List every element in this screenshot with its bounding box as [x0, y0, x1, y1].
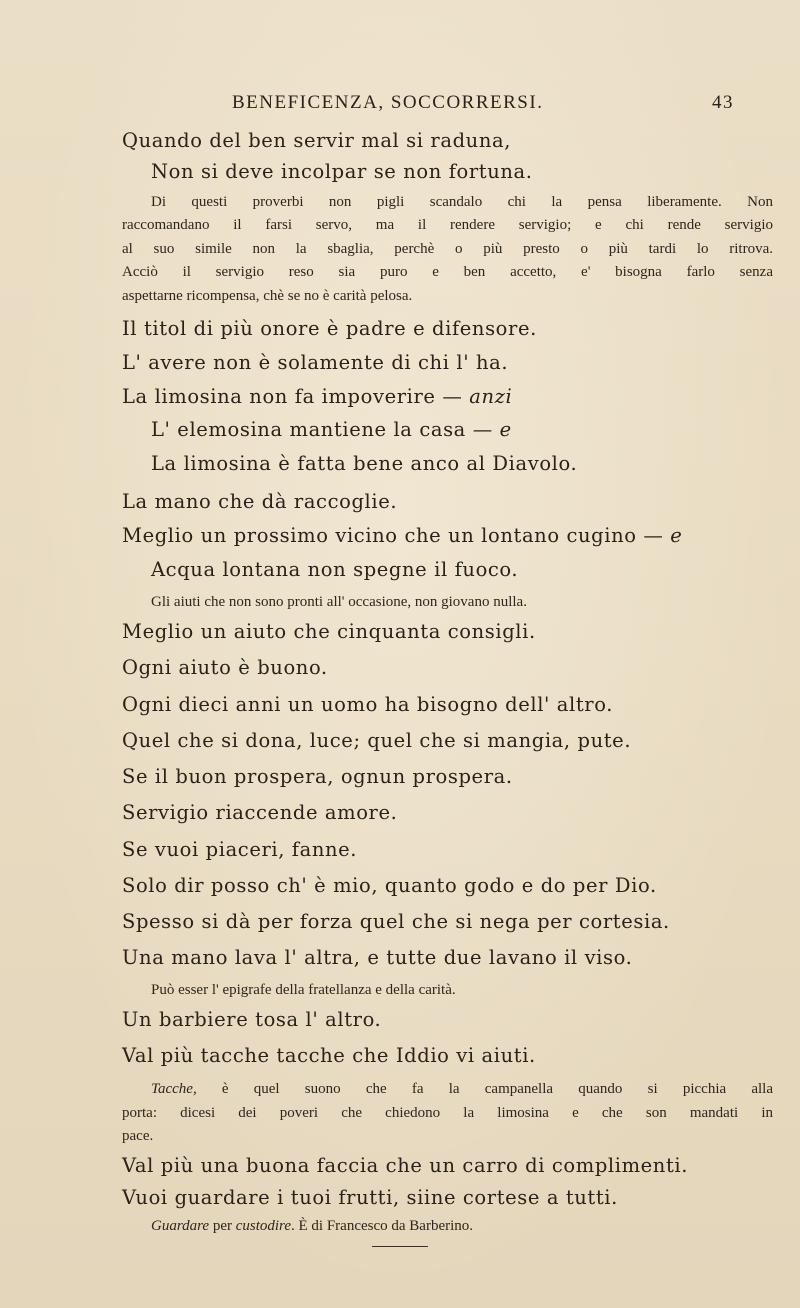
commentary-line: aspettarne ricompensa, chè se no è carità pelosa. [122, 288, 413, 304]
proverb-line: Solo dir posso ch' è mio, quanto godo e do per Dio. [122, 874, 657, 897]
commentary-line: Può esser l' epigrafe della fratellanza e della carità. [151, 982, 456, 998]
commentary-line: raccomandano il farsi servo, ma il rendere servigio; e chi rende servigio [122, 217, 773, 233]
commentary-line [151, 1214, 473, 1238]
commentary-line: Acciò il servigio reso sia puro e ben accetto, e' bisogna farlo senza [122, 264, 773, 280]
commentary-line: Di questi proverbi non pigli scandalo chi la pensa liberamente. Non [151, 194, 773, 210]
commentary-line: porta: dicesi dei poveri che chiedono la limosina e che son mandati in [122, 1105, 773, 1121]
proverb-line: Non si deve incolpar se non fortuna. [151, 160, 533, 183]
proverb-line [122, 524, 682, 547]
commentary-italic: Guardare [151, 1218, 210, 1234]
proverb-line: Spesso si dà per forza quel che si nega per cortesia. [122, 910, 670, 933]
commentary-text: . È di Francesco da Barberino. [291, 1218, 474, 1234]
proverb-line: Vuoi guardare i tuoi frutti, siine cortese a tutti. [122, 1186, 618, 1209]
proverb-line: Ogni dieci anni un uomo ha bisogno dell' altro. [122, 693, 614, 716]
commentary-line [151, 1077, 773, 1101]
proverb-text: Meglio un prossimo vicino che un lontano cugino — [122, 524, 671, 547]
commentary-text: è quel suono che fa la campanella quando si picchia alla [196, 1081, 773, 1097]
proverb-text: L' elemosina mantiene la casa — [151, 418, 500, 441]
proverb-line [122, 385, 512, 408]
commentary-line: al suo simile non la sbaglia, perchè o più presto o più tardi lo ritrova. [122, 241, 773, 257]
proverb-line: Quando del ben servir mal si raduna, [122, 129, 511, 152]
proverb-italic: e [670, 524, 683, 547]
proverb-text: La limosina non fa impoverire — [122, 385, 470, 408]
proverb-italic: e [499, 418, 512, 441]
proverb-line: Una mano lava l' altra, e tutte due lavano il viso. [122, 946, 633, 969]
proverb-line [151, 418, 512, 441]
proverb-line: Quel che si dona, luce; quel che si mangia, pute. [122, 729, 632, 752]
proverb-line: Se vuoi piaceri, fanne. [122, 838, 358, 861]
commentary-text: per [209, 1218, 236, 1234]
proverb-line: Servigio riaccende amore. [122, 801, 398, 824]
commentary-line: pace. [122, 1128, 154, 1144]
proverb-line: Ogni aiuto è buono. [122, 656, 328, 679]
proverb-line: Val più tacche tacche che Iddio vi aiuti. [122, 1044, 536, 1067]
proverb-line: La limosina è fatta bene anco al Diavolo. [151, 452, 578, 475]
proverb-line: Il titol di più onore è padre e difensore. [122, 317, 537, 340]
commentary-italic: Tacche, [151, 1081, 197, 1097]
proverb-line: Acqua lontana non spegne il fuoco. [151, 558, 519, 581]
proverb-line: La mano che dà raccoglie. [122, 490, 398, 513]
commentary-italic: custodire [235, 1218, 291, 1234]
page-number: 43 [712, 92, 734, 113]
proverb-line: Se il buon prospera, ognun prospera. [122, 765, 513, 788]
proverb-line: Un barbiere tosa l' altro. [122, 1008, 382, 1031]
section-end-rule [372, 1246, 428, 1247]
proverb-line: L' avere non è solamente di chi l' ha. [122, 351, 509, 374]
chapter-title: BENEFICENZA, SOCCORRERSI. [232, 92, 544, 113]
proverb-line: Val più una buona faccia che un carro di complimenti. [122, 1154, 689, 1177]
proverb-italic: anzi [469, 385, 513, 408]
commentary-line: Gli aiuti che non sono pronti all' occasione, non giovano nulla. [151, 594, 527, 610]
proverb-line: Meglio un aiuto che cinquanta consigli. [122, 620, 536, 643]
